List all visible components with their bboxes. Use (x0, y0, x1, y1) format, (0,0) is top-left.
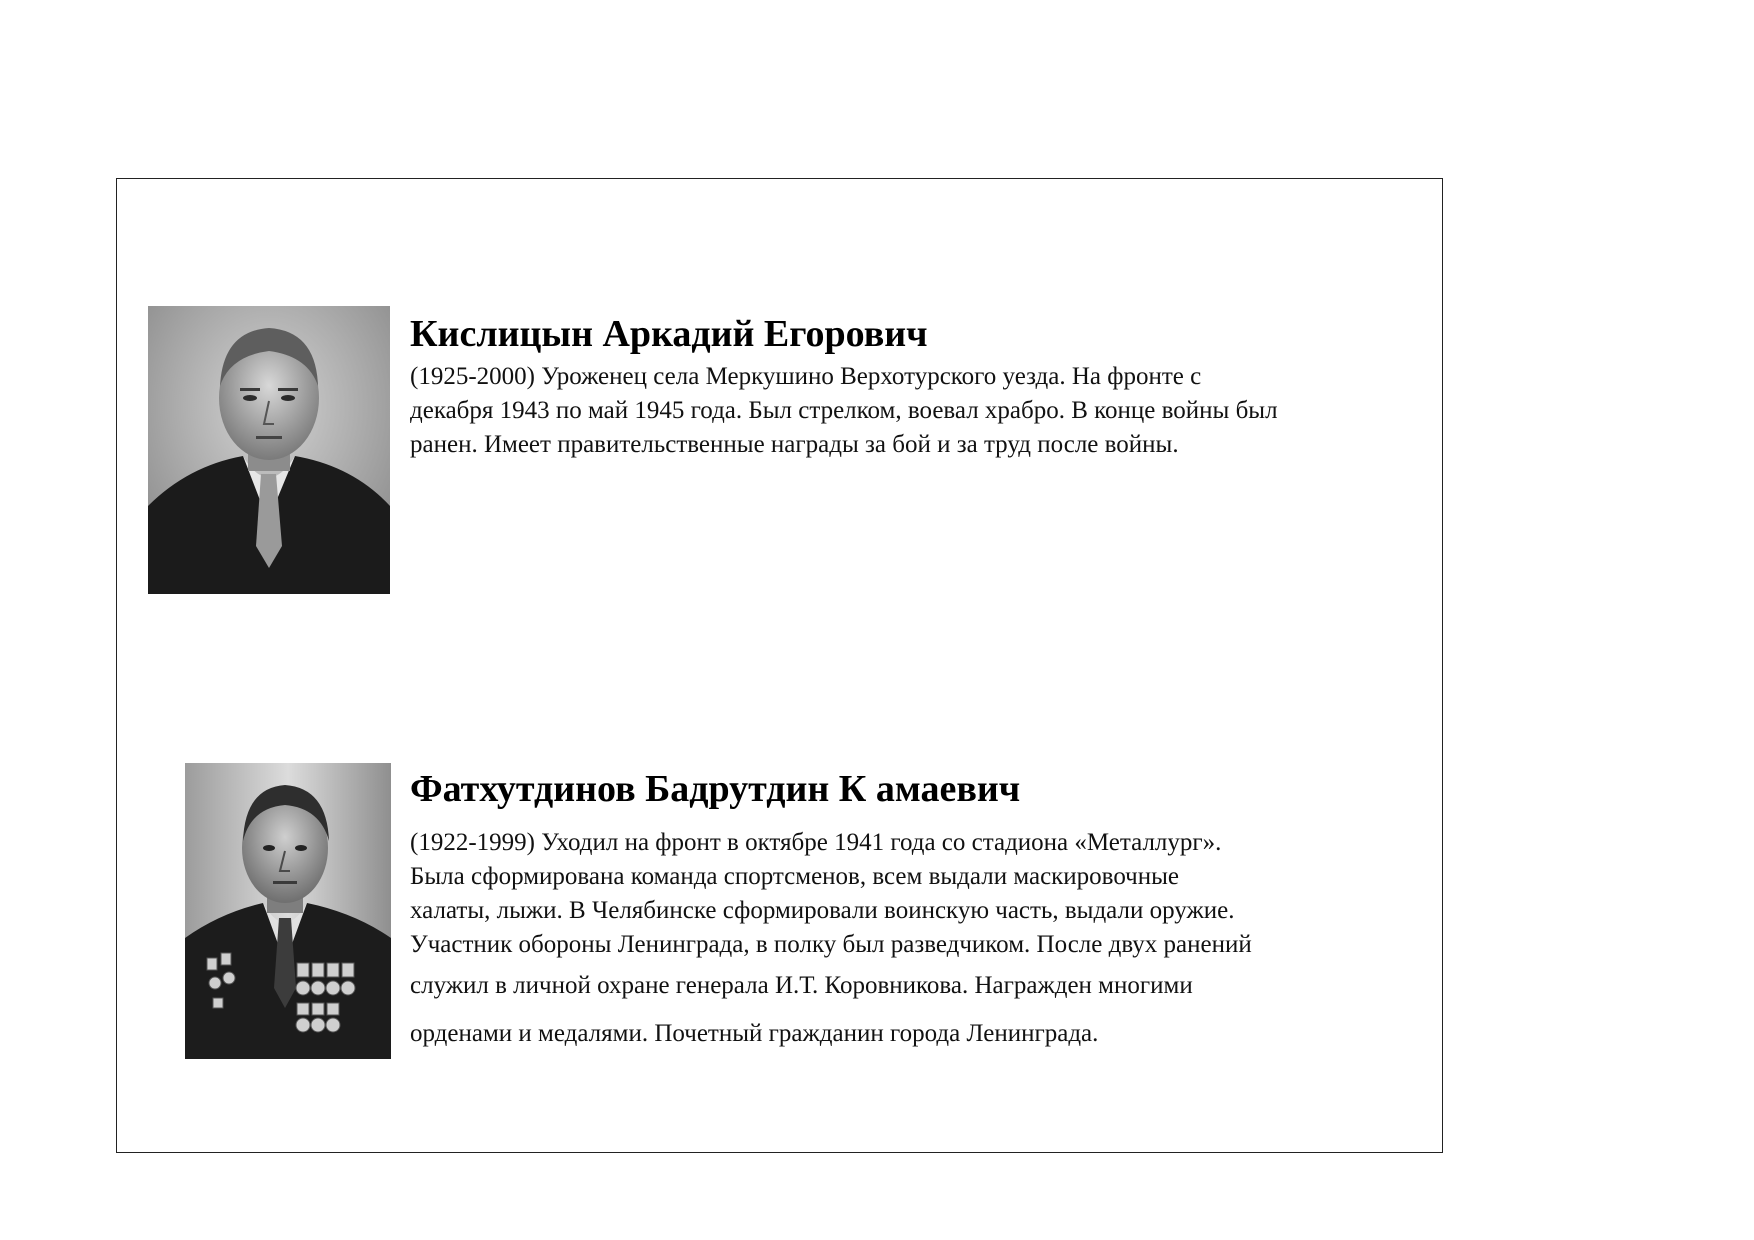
bio-line: Участник обороны Ленинграда, в полку был разведчиком. После двух ранений (410, 931, 1252, 958)
bio-line: Была сформирована команда спортсменов, всем выдали маскировочные (410, 863, 1180, 890)
bio-line: (1922-1999) Уходил на фронт в октябре 1941 года со стадиона «Металлург». (410, 829, 1222, 856)
person-name-fatkhutdinov: Фатхутдинов Бадрутдин К амаевич (410, 768, 1021, 810)
bio-line: (1925-2000) Уроженец села Меркушино Верхотурского уезда. На фронте с (410, 363, 1202, 390)
bio-line: ранен. Имеет правительственные награды за бой и за труд после войны. (410, 431, 1179, 458)
bio-line: декабря 1943 по май 1945 года. Был стрелком, воевал храбро. В конце войны был (410, 397, 1278, 424)
bio-line: орденами и медалями. Почетный гражданин города Ленинграда. (410, 1020, 1099, 1047)
bio-line: халаты, лыжи. В Челябинске сформировали воинскую часть, выдали оружие. (410, 897, 1235, 924)
portrait-photo-kislitsyn (148, 306, 390, 594)
person-name-kislitsyn: Кислицын Аркадий Егорович (410, 313, 928, 355)
person-bio-kislitsyn (410, 360, 1278, 462)
bio-line: служил в личной охране генерала И.Т. Коровникова. Награжден многими (410, 972, 1193, 999)
person-bio-fatkhutdinov (410, 826, 1252, 1058)
portrait-photo-fatkhutdinov (185, 763, 391, 1059)
